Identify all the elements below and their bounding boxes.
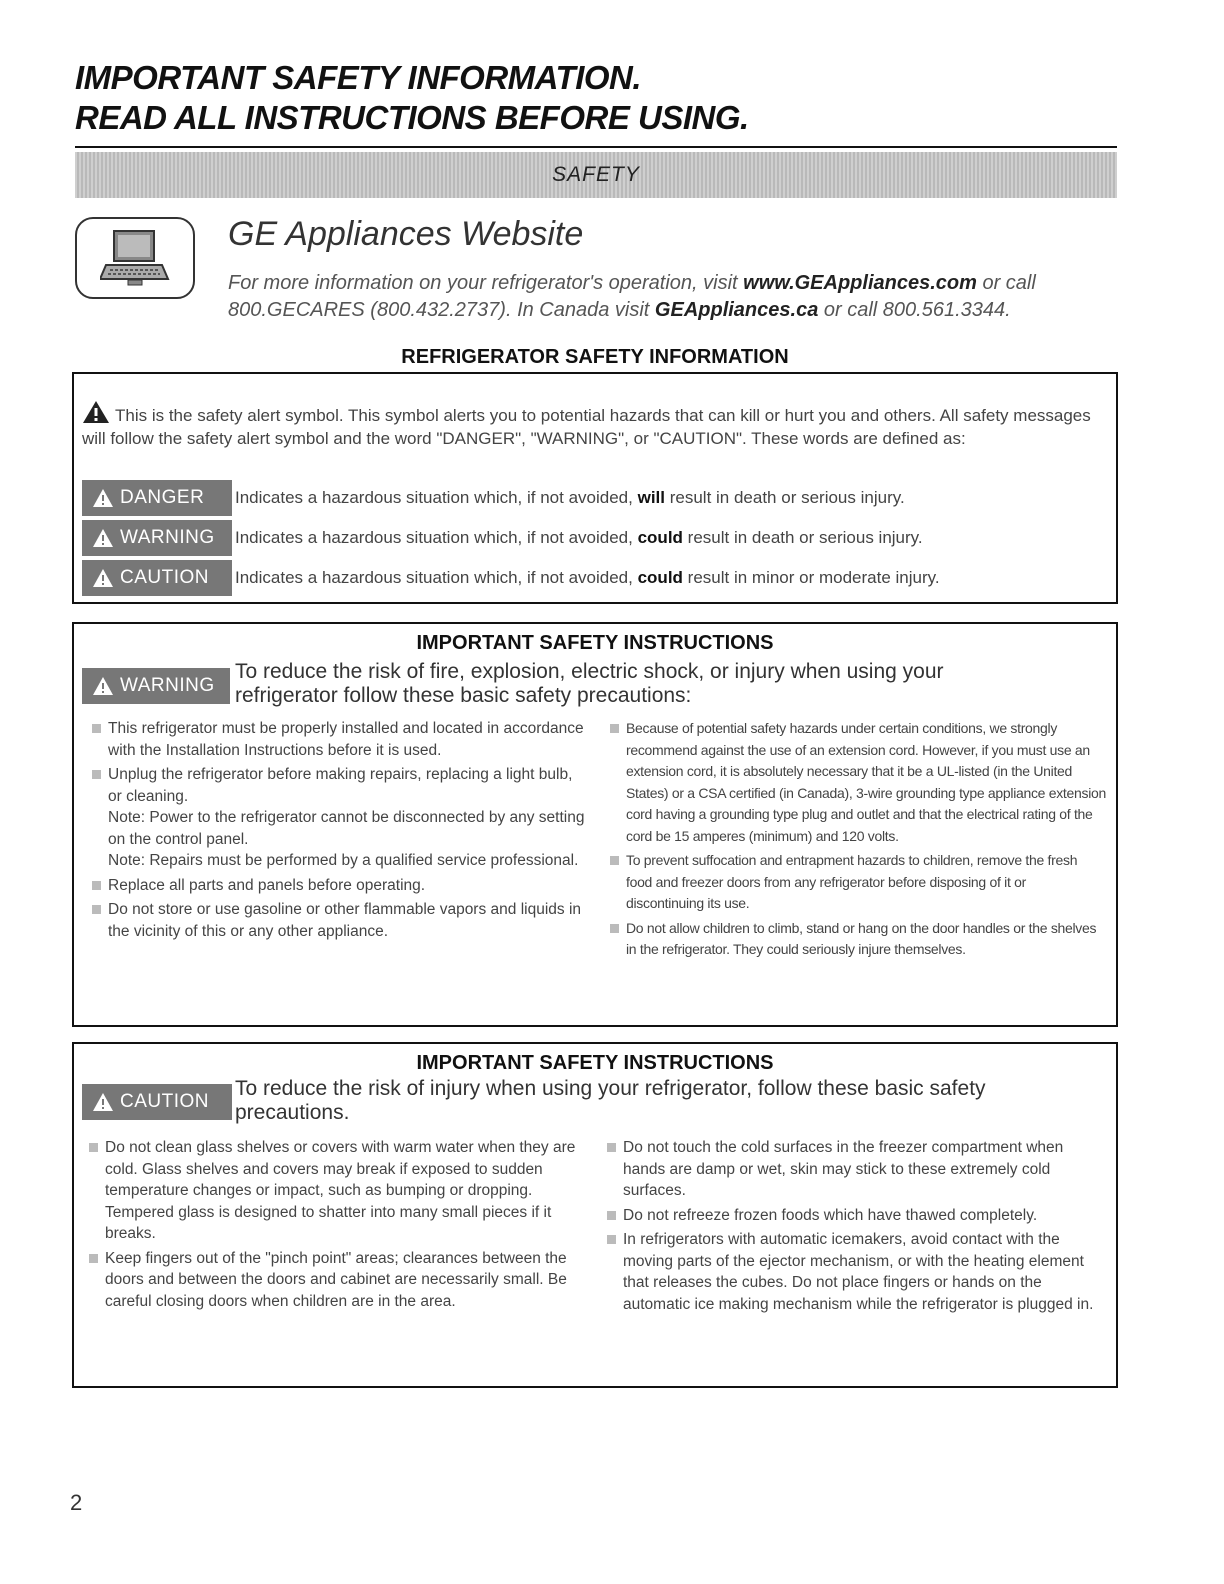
list-item: Do not allow children to climb, stand or hang on the door handles or the shelves in the refrigerator. They could seriously injure themselves. — [608, 918, 1106, 961]
caution-lead: To reduce the risk of injury when using your refrigerator, follow these basic safety precautions. — [235, 1077, 986, 1124]
caution-definition: Indicates a hazardous situation which, if not avoided, could result in minor or moderate injury. — [235, 568, 940, 587]
laptop-icon — [75, 217, 195, 299]
warning-badge — [82, 520, 232, 556]
warning-badge-large-label: WARNING — [120, 675, 215, 696]
section-band — [75, 152, 1117, 198]
alert-triangle-icon — [92, 568, 114, 588]
list-item: This refrigerator must be properly installed and located in accordance with the Installation Instructions before it is used. — [90, 718, 585, 761]
list-item: To prevent suffocation and entrapment hazards to children, remove the fresh food and freezer doors from any refrigerator before disposing of it or discontinuing its use. — [608, 850, 1106, 915]
list-item: Keep fingers out of the "pinch point" areas; clearances between the doors and between the doors and cabinet are necessarily small. Be careful closing doors when children are in the area. — [87, 1248, 577, 1313]
warning-badge-label: WARNING — [120, 527, 215, 548]
danger-badge-label: DANGER — [120, 487, 205, 508]
title-line-1: IMPORTANT SAFETY INFORMATION. — [75, 59, 642, 96]
list-item: Do not store or use gasoline or other flammable vapors and liquids in the vicinity of this or any other appliance. — [90, 899, 585, 942]
list-item: Do not touch the cold surfaces in the freezer compartment when hands are damp or wet, skin may stick to these extremely cold surfaces. — [605, 1137, 1103, 1202]
danger-definition: Indicates a hazardous situation which, if not avoided, will result in death or serious injury. — [235, 488, 905, 507]
alert-triangle-icon — [92, 528, 114, 548]
website-title: GE Appliances Website — [228, 215, 584, 253]
note: Note: Power to the refrigerator cannot be disconnected by any setting on the control panel. — [108, 809, 585, 848]
website-link-ca[interactable]: GEAppliances.ca — [654, 299, 819, 321]
caution-badge — [82, 560, 232, 596]
list-item: In refrigerators with automatic icemakers, avoid contact with the moving parts of the ejector mechanism, or with the heating element that releases the cubes. Do not place fingers or hands on the automatic ice making mechanism while the refrigerator is plugged in. — [605, 1229, 1103, 1315]
warning-badge-large — [82, 668, 230, 704]
warning-instructions-heading: IMPORTANT SAFETY INSTRUCTIONS — [416, 632, 774, 654]
caution-list-right — [605, 1137, 1103, 1318]
warning-lead: To reduce the risk of fire, explosion, electric shock, or injury when using your refrigerator follow these basic safety precautions: — [235, 660, 944, 707]
website-text — [228, 270, 1128, 324]
warning-list-right — [608, 718, 1106, 964]
list-item: Do not clean glass shelves or covers with warm water when they are cold. Glass shelves and covers may break if exposed to sudden temperature changes or impact, such as bumping or dropping. Tempered glass is designed to shatter into many small pieces if it breaks. — [87, 1137, 577, 1245]
list-item: Do not refreeze frozen foods which have thawed completely. — [605, 1205, 1103, 1227]
alert-triangle-icon — [92, 488, 114, 508]
title-line-2: READ ALL INSTRUCTIONS BEFORE USING. — [75, 99, 749, 136]
website-text-3: or call 800.561.3344. — [818, 299, 1011, 321]
refrigerator-safety-heading: REFRIGERATOR SAFETY INFORMATION — [401, 346, 789, 368]
list-item: Because of potential safety hazards under certain conditions, we strongly recommend against the use of an extension cord. However, if you must use an extension cord, it is absolutely necessary that it be a UL-listed (in the United States) or a CSA certified (in Canada), 3-wire grounding type appliance extension cord having a grounding type plug and outlet and that the electrical rating of the cord be 15 amperes (minimum) and 120 volts. — [608, 718, 1106, 847]
website-text-1: For more information on your refrigerator's operation, visit — [228, 272, 744, 294]
danger-badge — [82, 480, 232, 516]
safety-intro — [82, 400, 1102, 450]
page-number: 2 — [70, 1490, 83, 1515]
section-band-label: SAFETY — [552, 163, 640, 186]
list-item: Replace all parts and panels before operating. — [90, 875, 585, 897]
note: Note: Repairs must be performed by a qualified service professional. — [108, 852, 579, 869]
caution-badge-label: CAUTION — [120, 567, 209, 588]
list-item: Unplug the refrigerator before making repairs, replacing a light bulb, or cleaning. Note: Power to the refrigerator cannot be disconnected by any setting on the control panel. Note: Repairs must be performed by a qualified service professional. — [90, 764, 585, 872]
safety-intro-text: This is the safety alert symbol. This symbol alerts you to potential hazards that can kill or hurt you and others. All safety messages will follow the safety alert symbol and the word "DANGER", "WARNING", or "CAUTION". These words are defined as: — [82, 406, 1091, 448]
alert-triangle-icon — [92, 676, 114, 696]
warning-definition: Indicates a hazardous situation which, if not avoided, could result in death or serious injury. — [235, 528, 923, 547]
alert-triangle-icon — [92, 1092, 114, 1112]
caution-badge-large — [82, 1084, 232, 1120]
title-rule — [75, 146, 1117, 148]
page-title — [75, 58, 1135, 138]
website-link-us[interactable]: www.GEAppliances.com — [743, 272, 977, 294]
caution-list-left — [87, 1137, 577, 1315]
alert-triangle-icon — [82, 400, 110, 424]
caution-instructions-heading: IMPORTANT SAFETY INSTRUCTIONS — [416, 1052, 774, 1074]
caution-badge-large-label: CAUTION — [120, 1091, 209, 1112]
warning-list-left — [90, 718, 585, 945]
website-text-2: or call 800.GECARES (800.432.2737). In Canada visit — [228, 272, 1036, 321]
